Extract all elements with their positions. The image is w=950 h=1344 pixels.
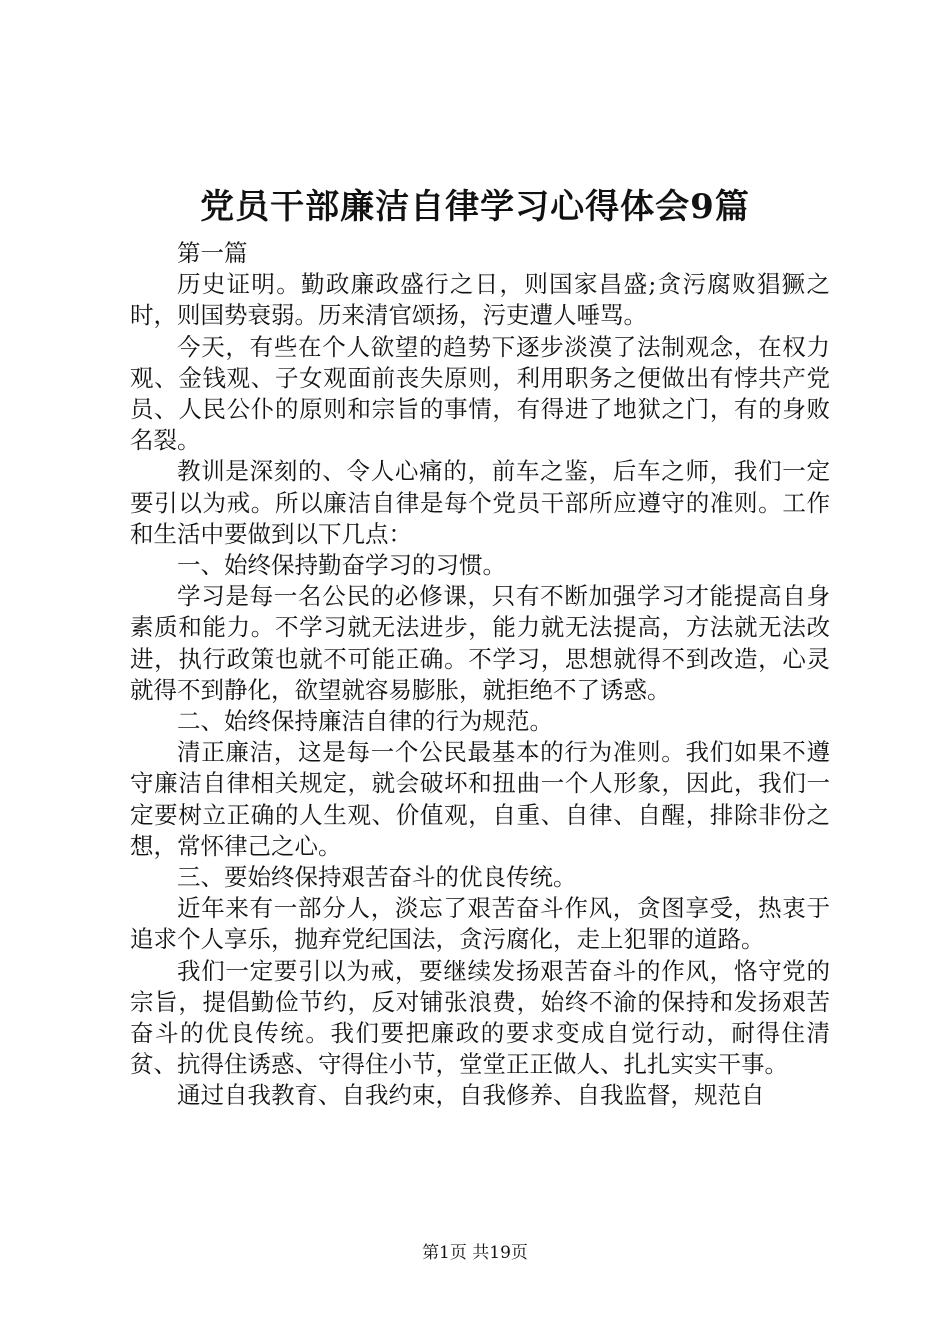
body-paragraph: 教训是深刻的、令人心痛的，前车之鉴，后车之师，我们一定要引以为戒。所以廉洁自律是每个党员干部所应遵守的准则。工作和生活中要做到以下几点：	[130, 457, 830, 548]
document-body	[130, 238, 830, 1112]
body-paragraph: 近年来有一部分人，淡忘了艰苦奋斗作风，贪图享受，热衷于追求个人享乐，抛弃党纪国法，贪污腐化，走上犯罪的道路。	[130, 894, 830, 954]
point-heading: 二、始终保持廉洁自律的行为规范。	[177, 707, 553, 736]
body-paragraph: 清正廉洁，这是每一个公民最基本的行为准则。我们如果不遵守廉洁自律相关规定，就会破坏和扭曲一个人形象，因此，我们一定要树立正确的人生观、价值观，自重、自律、自醒，排除非份之想，常怀律己之心。	[130, 738, 830, 860]
point-heading: 三、要始终保持艰苦奋斗的优良传统。	[177, 863, 577, 892]
page-number-footer: 第1页 共19页	[422, 1243, 528, 1263]
body-paragraph: 学习是每一名公民的必修课，只有不断加强学习才能提高自身素质和能力。不学习就无法进步，能力就无法提高，方法就无法改进，执行政策也就不可能正确。不学习，思想就得不到改造，心灵就得不到静化，欲望就容易膨胀，就拒绝不了诱惑。	[130, 582, 830, 704]
body-paragraph: 今天，有些在个人欲望的趋势下逐步淡漠了法制观念，在权力观、金钱观、子女观面前丧失原则，利用职务之便做出有悖共产党员、人民公仆的原则和宗旨的事情，有得进了地狱之门，有的身败名裂。	[130, 332, 830, 455]
body-paragraph: 通过自我教育、自我约束，自我修养、自我监督，规范自	[177, 1081, 765, 1110]
document-title: 党员干部廉洁自律学习心得体会9篇	[200, 187, 750, 227]
section-heading: 第一篇	[177, 239, 248, 267]
point-heading: 一、始终保持勤奋学习的习惯。	[177, 551, 506, 580]
body-paragraph: 历史证明。勤政廉政盛行之日，则国家昌盛;贪污腐败猖獗之时，则国势衰弱。历来清官颂扬，污吏遭人唾骂。	[130, 270, 830, 330]
body-paragraph: 我们一定要引以为戒，要继续发扬艰苦奋斗的作风，恪守党的宗旨，提倡勤俭节约，反对铺张浪费，始终不渝的保持和发扬艰苦奋斗的优良传统。我们要把廉政的要求变成自觉行动，耐得住清贫、抗得住诱惑、守得住小节，堂堂正正做人、扎扎实实干事。	[130, 956, 830, 1079]
